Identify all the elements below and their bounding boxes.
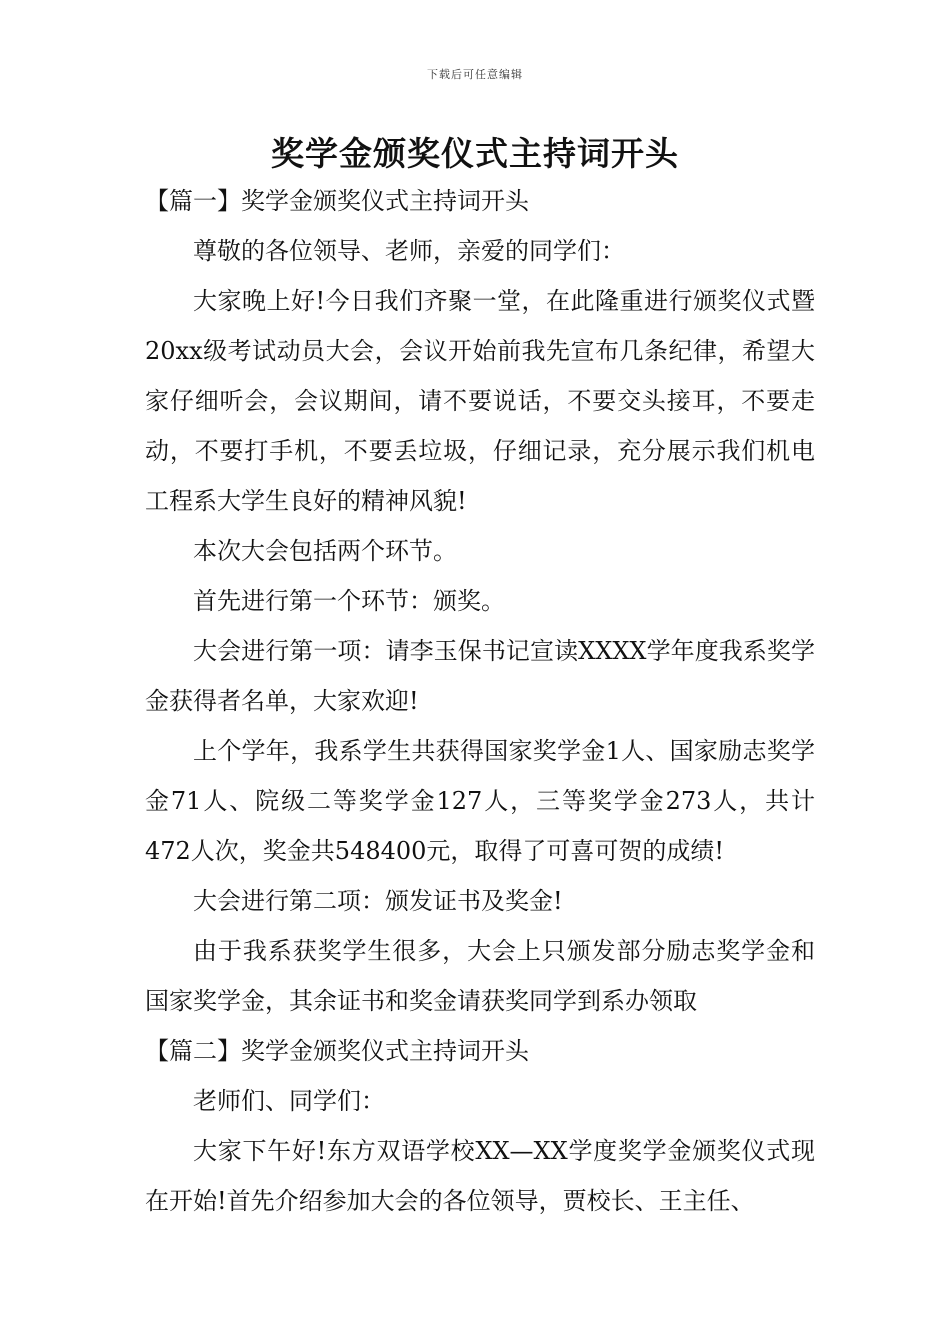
paragraph-statistics: 上个学年，我系学生共获得国家奖学金1人、国家励志奖学金71人、院级二等奖学金127人，三等奖学金273人，共计472人次，奖金共548400元，取得了可喜可贺的成绩!: [145, 737, 815, 865]
header-note: 下载后可任意编辑: [427, 68, 523, 81]
paragraph-greeting: 尊敬的各位领导、老师，亲爱的同学们：: [193, 237, 625, 265]
paragraph-greeting-2: 老师们、同学们：: [193, 1087, 385, 1115]
document-title: 奖学金颁奖仪式主持词开头: [271, 134, 679, 173]
paragraph-distribution: 由于我系获奖学生很多，大会上只颁发部分励志奖学金和国家奖学金，其余证书和奖金请获奖同学到系办领取: [145, 937, 815, 1015]
paragraph-agenda: 本次大会包括两个环节。: [193, 537, 457, 565]
section-heading-1: 【篇一】奖学金颁奖仪式主持词开头: [145, 187, 529, 215]
section-heading-2: 【篇二】奖学金颁奖仪式主持词开头: [145, 1037, 529, 1065]
paragraph-item-one: 大会进行第一项：请李玉保书记宣读XXXX学年度我系奖学金获得者名单，大家欢迎!: [145, 637, 815, 715]
document-body: [145, 176, 815, 1226]
paragraph-item-two: 大会进行第二项：颁发证书及奖金!: [193, 887, 563, 915]
paragraph-opening-2: 大家下午好!东方双语学校XX—XX学度奖学金颁奖仪式现在开始!首先介绍参加大会的各位领导，贾校长、王主任、: [145, 1137, 815, 1215]
paragraph-opening: 大家晚上好!今日我们齐聚一堂，在此隆重进行颁奖仪式暨20xx级考试动员大会，会议开始前我先宣布几条纪律，希望大家仔细听会，会议期间，请不要说话，不要交头接耳，不要走动，不要打手机，不要丢垃圾，仔细记录，充分展示我们机电工程系大学生良好的精神风貌!: [145, 287, 815, 515]
paragraph-first-segment: 首先进行第一个环节：颁奖。: [193, 587, 505, 615]
